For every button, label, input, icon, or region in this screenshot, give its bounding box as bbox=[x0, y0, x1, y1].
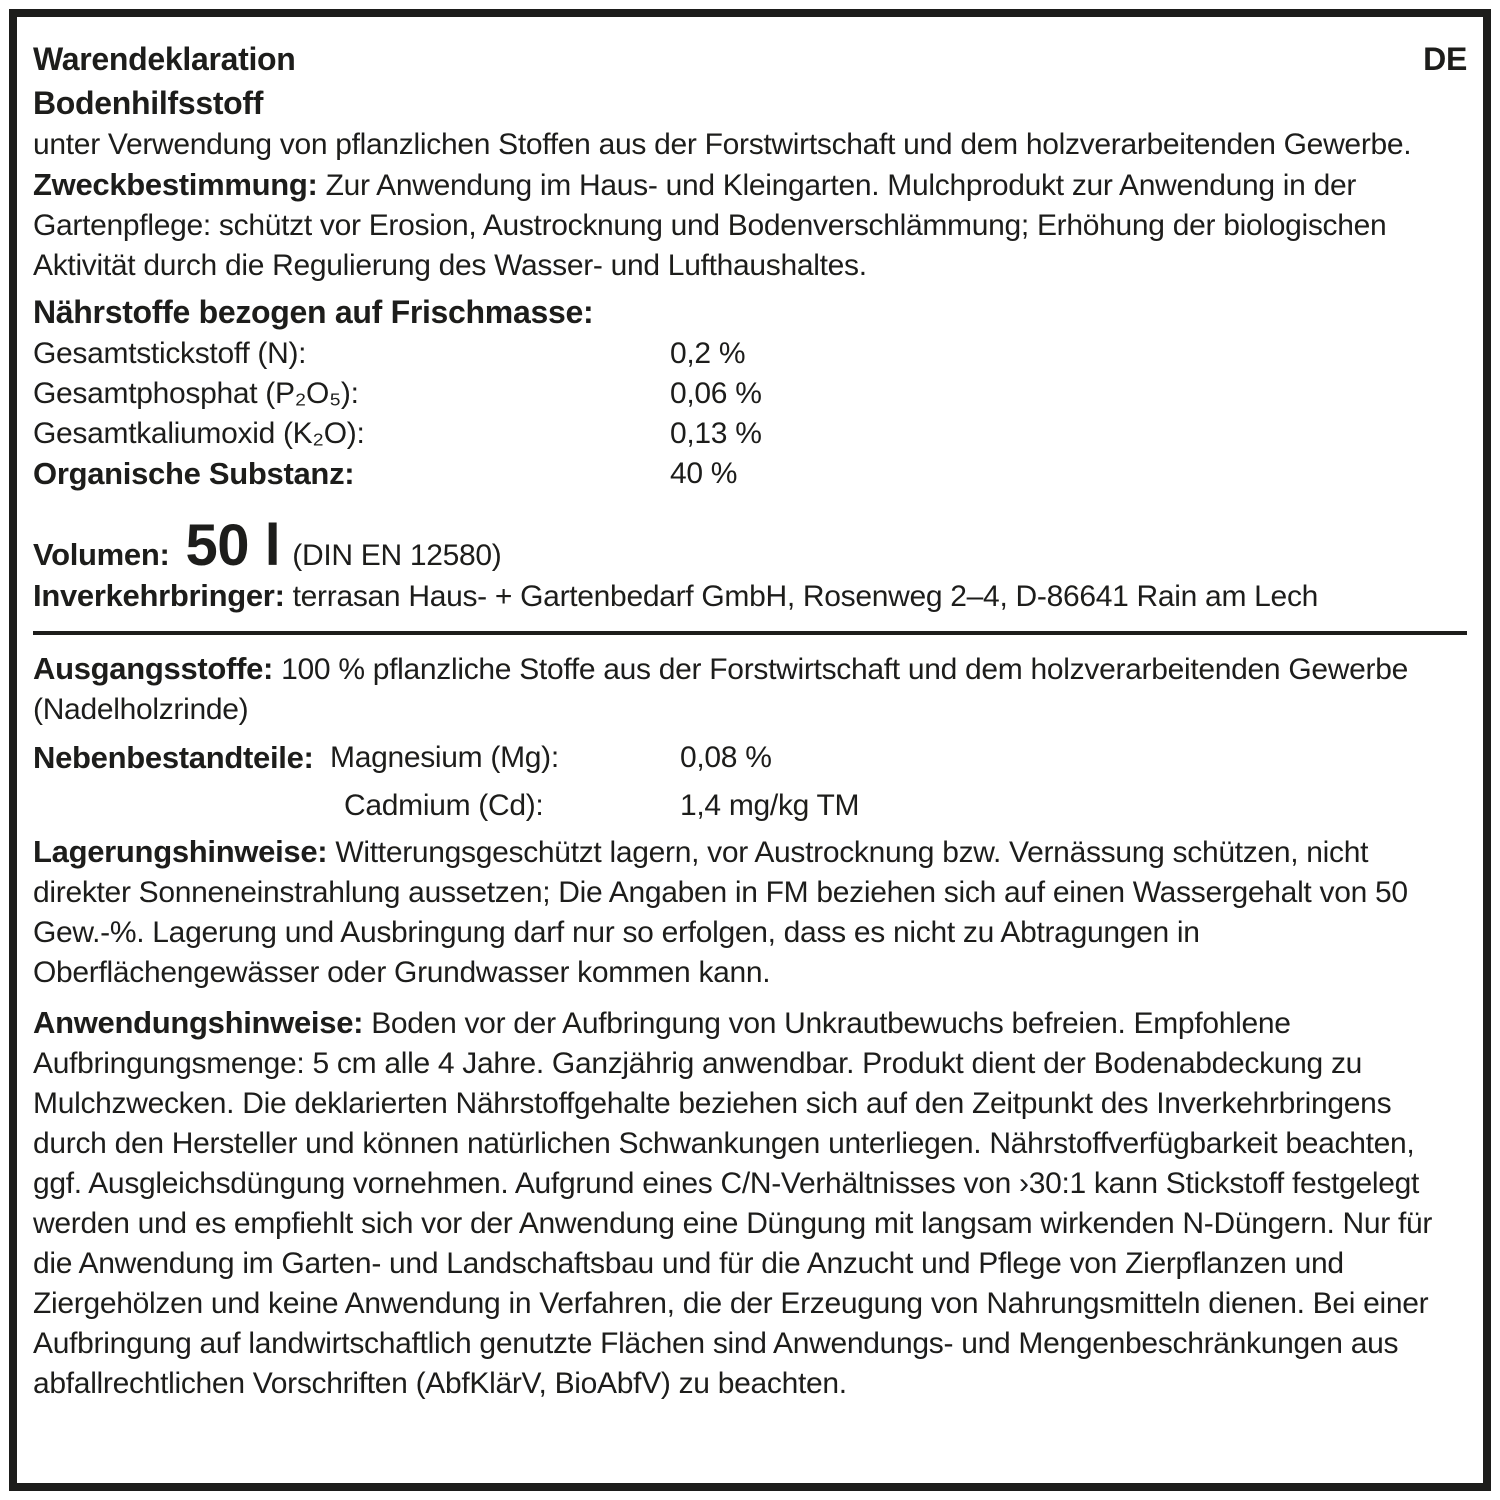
ausgangsstoffe-text: 100 % pflanzliche Stoffe aus der Forstwirtschaft und dem holzverarbeitenden Gewerbe (Nadelholzrinde) bbox=[33, 653, 1408, 726]
language-badge: DE bbox=[1423, 41, 1467, 77]
nutrient-row bbox=[33, 414, 1467, 454]
product-type-title: Bodenhilfsstoff bbox=[33, 85, 264, 121]
page-title: Warendeklaration bbox=[33, 41, 296, 77]
nebenbestandteile-label: Nebenbestandteile: bbox=[33, 740, 314, 775]
nutrient-row bbox=[33, 454, 1467, 494]
nutrients-heading: Nährstoffe bezogen auf Frischmasse: bbox=[33, 294, 594, 330]
anwendungshinweise-text: Boden vor der Aufbringung von Unkrautbewuchs befreien. Empfohlene Aufbringungsmenge: 5 cm alle 4 Jahre. Ganzjährig anwendbar. Produkt dient der Bodenabdeckung zu Mulchzwecken. Die deklarierten Nährstoffgehalte beziehen sich auf den Zeitpunkt des Inverkehrbringens durch den Hersteller und können natürlichen Schwankungen unterliegen. Nährstoffverfügbarkeit beachten, ggf. Ausgleichsdüngung vornehmen. Aufgrund eines C/N-Verhältnisses von ›30:1 kann Stickstoff festgelegt werden und es empfiehlt sich vor der Anwendung eine Düngung mit langsam wirkenden N-Düngern. Nur für die Anwendung im Garten- und Landschaftsbau und für die Anzucht und Pflege von Zierpflanzen und Ziergehölzen und keine Anwendung in Verfahren, die der Erzeugung von Nahrungsmitteln dienen. Bei einer Aufbringung auf landwirtschaftlich genutzte Flächen sind Anwendungs- und Mengenbeschränkungen aus abfallrechtlichen Vorschriften (AbfKlärV, BioAbfV) zu beachten. bbox=[33, 1007, 1433, 1400]
declaration-label-frame bbox=[9, 9, 1491, 1491]
component-value: 1,4 mg/kg TM bbox=[680, 789, 860, 822]
header bbox=[33, 37, 1467, 125]
zweckbestimmung-text: Zur Anwendung im Haus- und Kleingarten. Mulchprodukt zur Anwendung in der Gartenpflege: schützt vor Erosion, Austrocknung und Bodenverschlämmung; Erhöhung der biologischen Aktivität durch die Regulierung des Wasser- und Lufthaushaltes. bbox=[33, 169, 1387, 282]
section-divider bbox=[33, 631, 1467, 635]
nutrient-row bbox=[33, 334, 1467, 374]
nutrient-label: Gesamtkaliumoxid (K₂O): bbox=[33, 417, 365, 450]
anwendungshinweise-paragraph bbox=[33, 1003, 1467, 1404]
spacer-cell bbox=[33, 786, 330, 826]
nutrient-value: 0,2 % bbox=[670, 337, 746, 370]
zweckbestimmung-label: Zweckbestimmung: bbox=[33, 167, 318, 202]
distributor-text: terrasan Haus- + Gartenbedarf GmbH, Rosenweg 2–4, D-86641 Rain am Lech bbox=[292, 580, 1319, 613]
anwendungshinweise-label: Anwendungshinweise: bbox=[33, 1005, 364, 1040]
component-value: 0,08 % bbox=[680, 741, 772, 774]
header-titles bbox=[33, 37, 296, 125]
volume-standard: (DIN EN 12580) bbox=[292, 539, 502, 572]
nutrient-label: Organische Substanz: bbox=[33, 456, 355, 491]
lagerungshinweise-text: Witterungsgeschützt lagern, vor Austrocknung bzw. Vernässung schützen, nicht direkter Sonneneinstrahlung aussetzen; Die Angaben in FM beziehen sich auf einen Wassergehalt von 50 Gew.-%. Lagerung und Ausbringung darf nur so erfolgen, dass es nicht zu Abtragungen in Oberflächengewässer oder Grundwasser kommen kann. bbox=[33, 836, 1408, 989]
component-name: Magnesium (Mg): bbox=[330, 741, 559, 774]
ausgangsstoffe-paragraph bbox=[33, 649, 1467, 730]
nutrient-row bbox=[33, 374, 1467, 414]
nutrients-table bbox=[33, 334, 1467, 494]
nutrient-label: Gesamtphosphat (P₂O₅): bbox=[33, 377, 359, 410]
volume-value: 50 l bbox=[185, 513, 281, 578]
nutrient-label: Gesamtstickstoff (N): bbox=[33, 337, 307, 370]
nutrient-value: 40 % bbox=[670, 457, 738, 490]
zweckbestimmung-paragraph bbox=[33, 165, 1467, 286]
lagerungshinweise-label: Lagerungshinweise: bbox=[33, 834, 328, 869]
nutrient-value: 0,06 % bbox=[670, 377, 762, 410]
nebenbestandteile-table bbox=[33, 738, 1467, 826]
nutrient-value: 0,13 % bbox=[670, 417, 762, 450]
intro-paragraph: unter Verwendung von pflanzlichen Stoffen aus der Forstwirtschaft und dem holzverarbeitenden Gewerbe. bbox=[33, 128, 1412, 161]
volume-row bbox=[33, 512, 1467, 578]
distributor-label: Inverkehrbringer: bbox=[33, 578, 285, 613]
component-name: Cadmium (Cd): bbox=[344, 789, 544, 822]
lagerungshinweise-paragraph bbox=[33, 832, 1467, 993]
volume-label: Volumen: bbox=[33, 537, 170, 572]
distributor-paragraph bbox=[33, 576, 1467, 617]
ausgangsstoffe-label: Ausgangsstoffe: bbox=[33, 651, 274, 686]
